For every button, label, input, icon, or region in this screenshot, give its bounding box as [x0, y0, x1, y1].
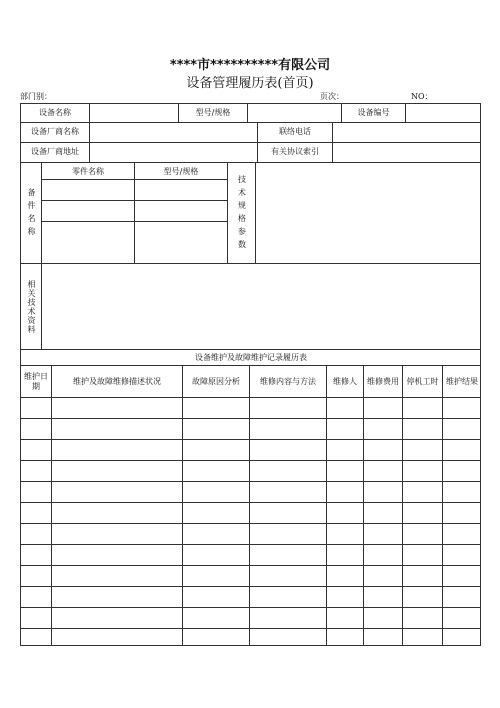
- grid-line: [21, 349, 481, 350]
- col-repair-cost: 维修费用: [367, 376, 399, 386]
- grid-line: [405, 104, 406, 123]
- grid-line: [249, 366, 250, 646]
- grid-line: [51, 366, 52, 646]
- table-row-line: [21, 544, 481, 545]
- equipment-no-label: 设备编号: [357, 108, 390, 117]
- grid-line: [41, 200, 228, 201]
- contact-phone-label: 联络电话: [279, 127, 311, 136]
- grid-line: [255, 163, 256, 264]
- grid-line: [41, 179, 228, 180]
- grid-line: [363, 366, 364, 646]
- equipment-name-field[interactable]: [90, 104, 178, 122]
- col-result: 维护结果: [446, 376, 478, 386]
- col-downtime: 停机工时: [406, 376, 439, 386]
- agreement-index-field[interactable]: [333, 143, 481, 161]
- grid-line: [257, 123, 258, 162]
- col-repairer: 维修人: [333, 376, 357, 386]
- grid-line: [332, 123, 333, 162]
- manufacturer-address-field[interactable]: [90, 143, 257, 161]
- table-row-line: [21, 418, 481, 419]
- spare-model-header: 型号/规格: [163, 166, 199, 176]
- page-label: 页次：: [320, 92, 344, 101]
- table-row-line: [21, 502, 481, 503]
- table-row-line: [21, 481, 481, 482]
- tech-params-field[interactable]: [256, 164, 481, 263]
- equipment-no-field[interactable]: [406, 104, 481, 122]
- records-section-title: 设备维护及故障维护记录履历表: [195, 352, 307, 362]
- department-label: 部门别：: [20, 92, 52, 101]
- table-row-line: [21, 397, 481, 398]
- agreement-index-label: 有关协议索引: [271, 147, 319, 156]
- tech-params-label: 技术规格参数: [237, 174, 247, 253]
- grid-line: [402, 366, 403, 646]
- grid-line: [21, 365, 481, 366]
- grid-line: [21, 122, 481, 123]
- grid-line: [442, 366, 443, 646]
- manufacturer-name-field[interactable]: [90, 123, 257, 141]
- model-spec-label: 型号/规格: [195, 108, 231, 117]
- related-docs-field[interactable]: [42, 264, 481, 349]
- grid-line: [41, 221, 228, 222]
- col-description: 维护及故障维修描述状况: [73, 376, 161, 386]
- grid-line: [247, 104, 248, 123]
- equipment-name-label: 设备名称: [39, 108, 71, 117]
- related-docs-label: 相关技术资料: [27, 279, 36, 334]
- manufacturer-address-label: 设备厂商地址: [31, 147, 79, 156]
- table-row-line: [21, 607, 481, 608]
- table-row-line: [21, 439, 481, 440]
- grid-line: [341, 104, 342, 123]
- grid-line: [182, 366, 183, 646]
- table-row-line: [21, 460, 481, 461]
- part-name-header: 零件名称: [72, 166, 104, 176]
- grid-line: [21, 142, 481, 143]
- table-row-line: [21, 628, 481, 629]
- no-label: NO：: [411, 92, 433, 101]
- grid-line: [21, 263, 481, 264]
- grid-line: [21, 162, 481, 163]
- col-cause-analysis: 故障原因分析: [192, 376, 240, 386]
- col-repair-method: 维修内容与方法: [260, 376, 316, 386]
- spares-side-label: 备件名称: [27, 187, 36, 240]
- form-table: [20, 103, 481, 646]
- grid-line: [89, 104, 90, 162]
- grid-line: [41, 264, 42, 350]
- table-row-line: [21, 565, 481, 566]
- form-title: 设备管理履历表(首页): [186, 76, 314, 91]
- contact-phone-field[interactable]: [333, 123, 481, 141]
- table-row-line: [21, 586, 481, 587]
- grid-line: [178, 104, 179, 123]
- grid-line: [326, 366, 327, 646]
- company-title: ****市**********有限公司: [169, 58, 331, 73]
- manufacturer-name-label: 设备厂商名称: [31, 127, 79, 136]
- col-maintenance-date: 维护日期: [24, 371, 48, 391]
- table-row-line: [21, 523, 481, 524]
